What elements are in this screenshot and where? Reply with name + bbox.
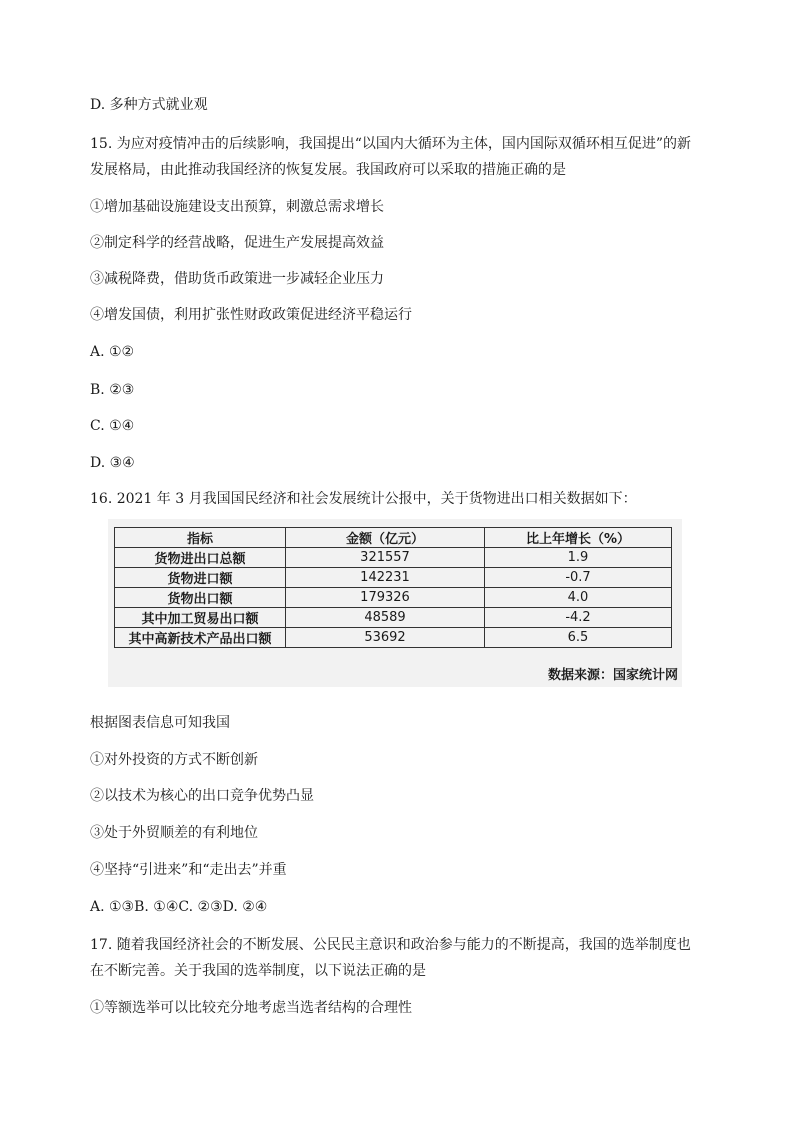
table-cell: -4.2 (485, 608, 672, 628)
table-cell: 其中高新技术产品出口额 (115, 628, 286, 648)
table-cell: 货物出口额 (115, 588, 286, 608)
trade-data-table-image (108, 519, 682, 687)
table-header-indicator: 指标 (115, 528, 286, 548)
q16-statement-1: ①对外投资的方式不断创新 (90, 752, 258, 768)
table-cell: 321557 (286, 548, 485, 568)
q17-statement-1: ①等额选举可以比较充分地考虑当选者结构的合理性 (90, 1000, 412, 1016)
table-header-amount: 金额（亿元） (286, 528, 485, 548)
q16-statement-3: ③处于外贸顺差的有利地位 (90, 825, 258, 841)
question-16-stem: 16. 2021 年 3 月我国国民经济和社会发展统计公报中，关于货物进出口相关数据如下： (90, 491, 637, 507)
table-row (115, 588, 672, 608)
q15-statement-3: ③减税降费，借助货币政策进一步减轻企业压力 (90, 271, 384, 287)
table-cell: 142231 (286, 568, 485, 588)
q15-statement-1: ①增加基础设施建设支出预算，刺激总需求增长 (90, 199, 384, 215)
trade-data-table (114, 527, 672, 648)
q16-statement-2: ②以技术为核心的出口竞争优势凸显 (90, 788, 314, 804)
table-cell: 53692 (286, 628, 485, 648)
q15-option-c: C. ①④ (90, 418, 135, 434)
table-row (115, 628, 672, 648)
q15-option-b: B. ②③ (90, 382, 135, 398)
table-cell: 1.9 (485, 548, 672, 568)
table-cell: 其中加工贸易出口额 (115, 608, 286, 628)
table-cell: 179326 (286, 588, 485, 608)
table-cell: 货物进口额 (115, 568, 286, 588)
q15-option-d: D. ③④ (90, 455, 135, 471)
table-cell: 48589 (286, 608, 485, 628)
option-d-previous: D. 多种方式就业观 (90, 97, 208, 113)
q16-statement-4: ④坚持“引进来”和“走出去”并重 (90, 862, 287, 878)
q15-statement-2: ②制定科学的经营战略，促进生产发展提高效益 (90, 235, 384, 251)
table-cell: 4.0 (485, 588, 672, 608)
q16-lead: 根据图表信息可知我国 (90, 715, 230, 731)
table-cell: 货物进出口总额 (115, 548, 286, 568)
question-17-stem: 17. 随着我国经济社会的不断发展、公民民主意识和政治参与能力的不断提高，我国的选举制度也在不断完善。关于我国的选举制度，以下说法正确的是 (90, 937, 691, 979)
question-15-stem: 15. 为应对疫情冲击的后续影响，我国提出“以国内大循环为主体，国内国际双循环相互促进”的新发展格局，由此推动我国经济的恢复发展。我国政府可以采取的措施正确的是 (90, 136, 692, 178)
table-source-note: 数据来源：国家统计网 (547, 668, 678, 683)
q15-option-a: A. ①② (90, 344, 135, 360)
table-row (115, 568, 672, 588)
table-row (115, 548, 672, 568)
q15-statement-4: ④增发国债，利用扩张性财政政策促进经济平稳运行 (90, 307, 412, 323)
q16-options: A. ①③B. ①④C. ②③D. ②④ (90, 899, 268, 915)
table-header-growth: 比上年增长（%） (485, 528, 672, 548)
table-row (115, 608, 672, 628)
table-cell: 6.5 (485, 628, 672, 648)
table-cell: -0.7 (485, 568, 672, 588)
